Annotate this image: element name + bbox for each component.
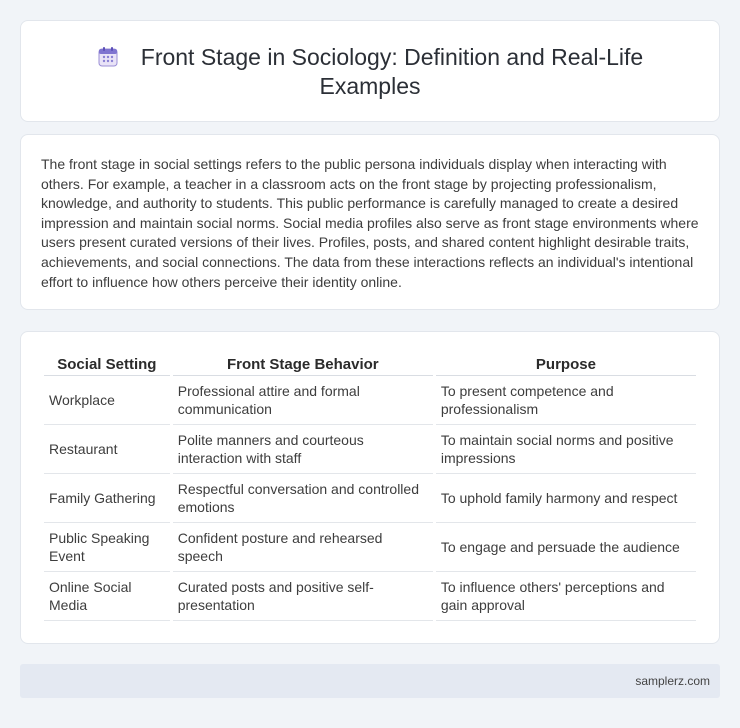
table-header-row bbox=[44, 354, 696, 376]
cell-behavior: Polite manners and courteous interaction with staff bbox=[173, 425, 433, 474]
title-card bbox=[20, 20, 720, 122]
table-row bbox=[44, 523, 696, 572]
calendar-icon bbox=[97, 46, 119, 68]
cell-setting: Online Social Media bbox=[44, 572, 170, 621]
footer-site-link[interactable]: samplerz.com bbox=[635, 674, 710, 688]
cell-behavior: Confident posture and rehearsed speech bbox=[173, 523, 433, 572]
cell-purpose: To engage and persuade the audience bbox=[436, 523, 696, 572]
table-row bbox=[44, 572, 696, 621]
intro-card bbox=[20, 134, 720, 310]
cell-setting: Family Gathering bbox=[44, 474, 170, 523]
cell-setting: Restaurant bbox=[44, 425, 170, 474]
table-row bbox=[44, 425, 696, 474]
table-card bbox=[20, 331, 720, 644]
cell-setting: Public Speaking Event bbox=[44, 523, 170, 572]
cell-behavior: Professional attire and formal communication bbox=[173, 376, 433, 425]
front-stage-table bbox=[41, 354, 699, 621]
header-purpose: Purpose bbox=[436, 354, 696, 376]
cell-purpose: To present competence and professionalism bbox=[436, 376, 696, 425]
table-row bbox=[44, 474, 696, 523]
table-row bbox=[44, 376, 696, 425]
cell-behavior: Curated posts and positive self-presentation bbox=[173, 572, 433, 621]
cell-behavior: Respectful conversation and controlled emotions bbox=[173, 474, 433, 523]
page-title-wrap bbox=[21, 43, 719, 101]
header-social-setting: Social Setting bbox=[44, 354, 170, 376]
page-title: Front Stage in Sociology: Definition and Real-Life Examples bbox=[140, 44, 644, 99]
cell-purpose: To influence others' perceptions and gain approval bbox=[436, 572, 696, 621]
cell-purpose: To maintain social norms and positive impressions bbox=[436, 425, 696, 474]
intro-paragraph: The front stage in social settings refers to the public persona individuals display when interacting with others. For example, a teacher in a classroom acts on the front stage by projecting professionalism, knowledge, and authority to students. This public performance is carefully managed to create a desired impression and maintain social norms. Social media profiles also serve as front stage environments where users present curated versions of their lives. Profiles, posts, and shared content highlight desirable traits, achievements, and social connections. The data from these interactions reflects an individual's intentional effort to influence how others perceive their identity online. bbox=[41, 156, 699, 290]
cell-purpose: To uphold family harmony and respect bbox=[436, 474, 696, 523]
header-front-stage-behavior: Front Stage Behavior bbox=[173, 354, 433, 376]
cell-setting: Workplace bbox=[44, 376, 170, 425]
footer-bar bbox=[20, 664, 720, 698]
